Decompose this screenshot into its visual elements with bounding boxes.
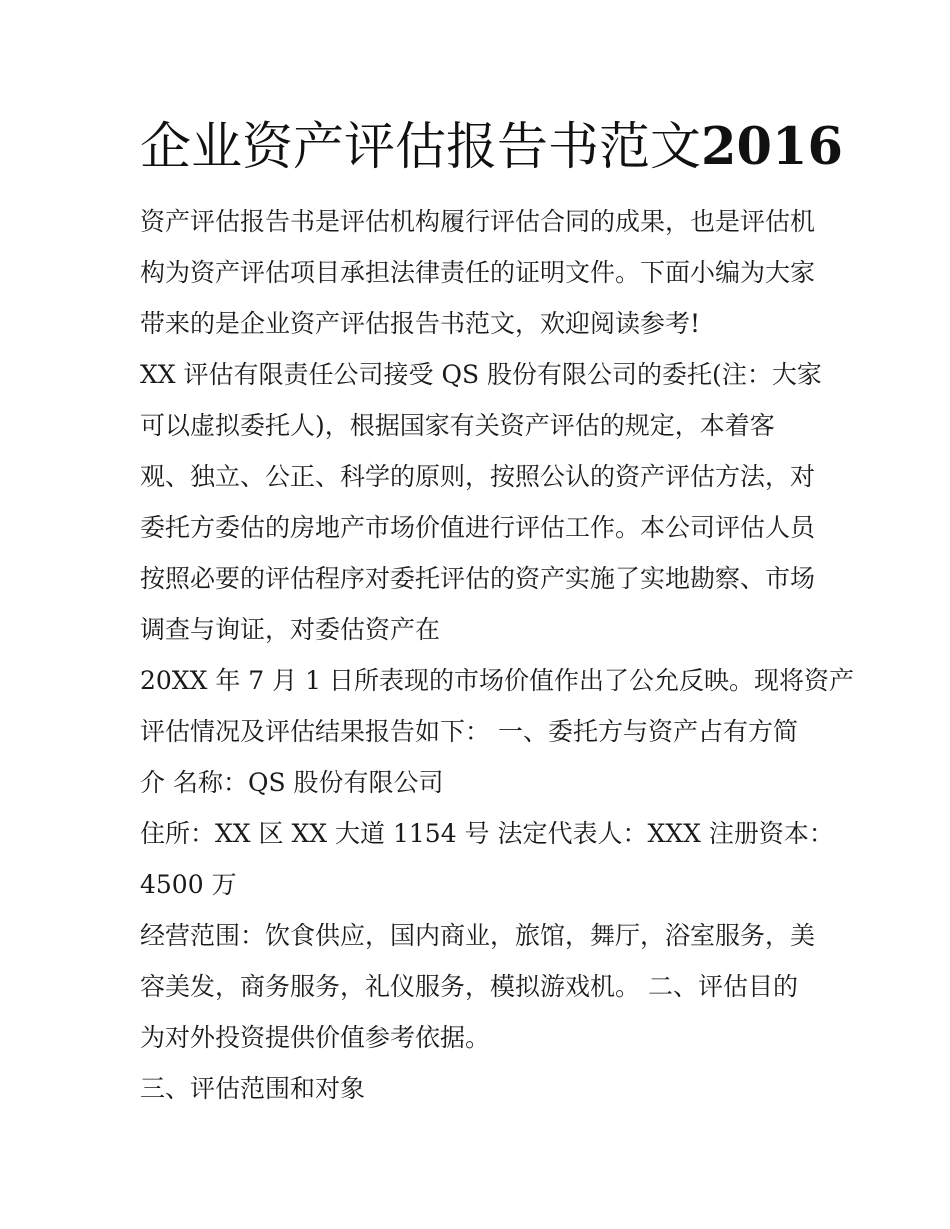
body-line: 调查与询证，对委估资产在 [140,615,441,644]
body-line: 观、独立、公正、科学的原则，按照公认的资产评估方法，对 [140,462,816,491]
body-line: XX 评估有限责任公司接受 QS 股份有限公司的委托(注：大家 [140,360,822,389]
document-title-year: 2016 [701,117,843,177]
body-line: 带来的是企业资产评估报告书范文，欢迎阅读参考! [140,309,701,338]
body-line: 4500 万 [140,870,237,899]
body-line: 住所：XX 区 XX 大道 1154 号 法定代表人：XXX 注册资本： [140,819,834,848]
body-line: 为对外投资提供价值参考依据。 [140,1023,491,1052]
body-line: 委托方委估的房地产市场价值进行评估工作。本公司评估人员 [140,513,816,542]
body-line: 按照必要的评估程序对委托评估的资产实施了实地勘察、市场 [140,564,816,593]
body-line: 容美发，商务服务，礼仪服务，模拟游戏机。 二、评估目的 [140,972,798,1001]
document-title [140,112,860,183]
document-title-main: 企业资产评估报告书范文 [140,118,702,177]
body-line: 评估情况及评估结果报告如下： 一、委托方与资产占有方简 [140,717,798,746]
document-body [140,196,854,1114]
body-line: 构为资产评估项目承担法律责任的证明文件。下面小编为大家 [140,258,816,287]
body-line: 可以虚拟委托人)，根据国家有关资产评估的规定，本着客 [140,411,775,440]
body-line: 经营范围：饮食供应，国内商业，旅馆，舞厅，浴室服务，美 [140,921,816,950]
body-line: 资产评估报告书是评估机构履行评估合同的成果，也是评估机 [140,207,816,236]
body-line: 20XX 年 7 月 1 日所表现的市场价值作出了公允反映。现将资产 [140,666,854,695]
body-line: 三、评估范围和对象 [140,1074,366,1103]
body-line: 介 名称：QS 股份有限公司 [140,768,444,797]
